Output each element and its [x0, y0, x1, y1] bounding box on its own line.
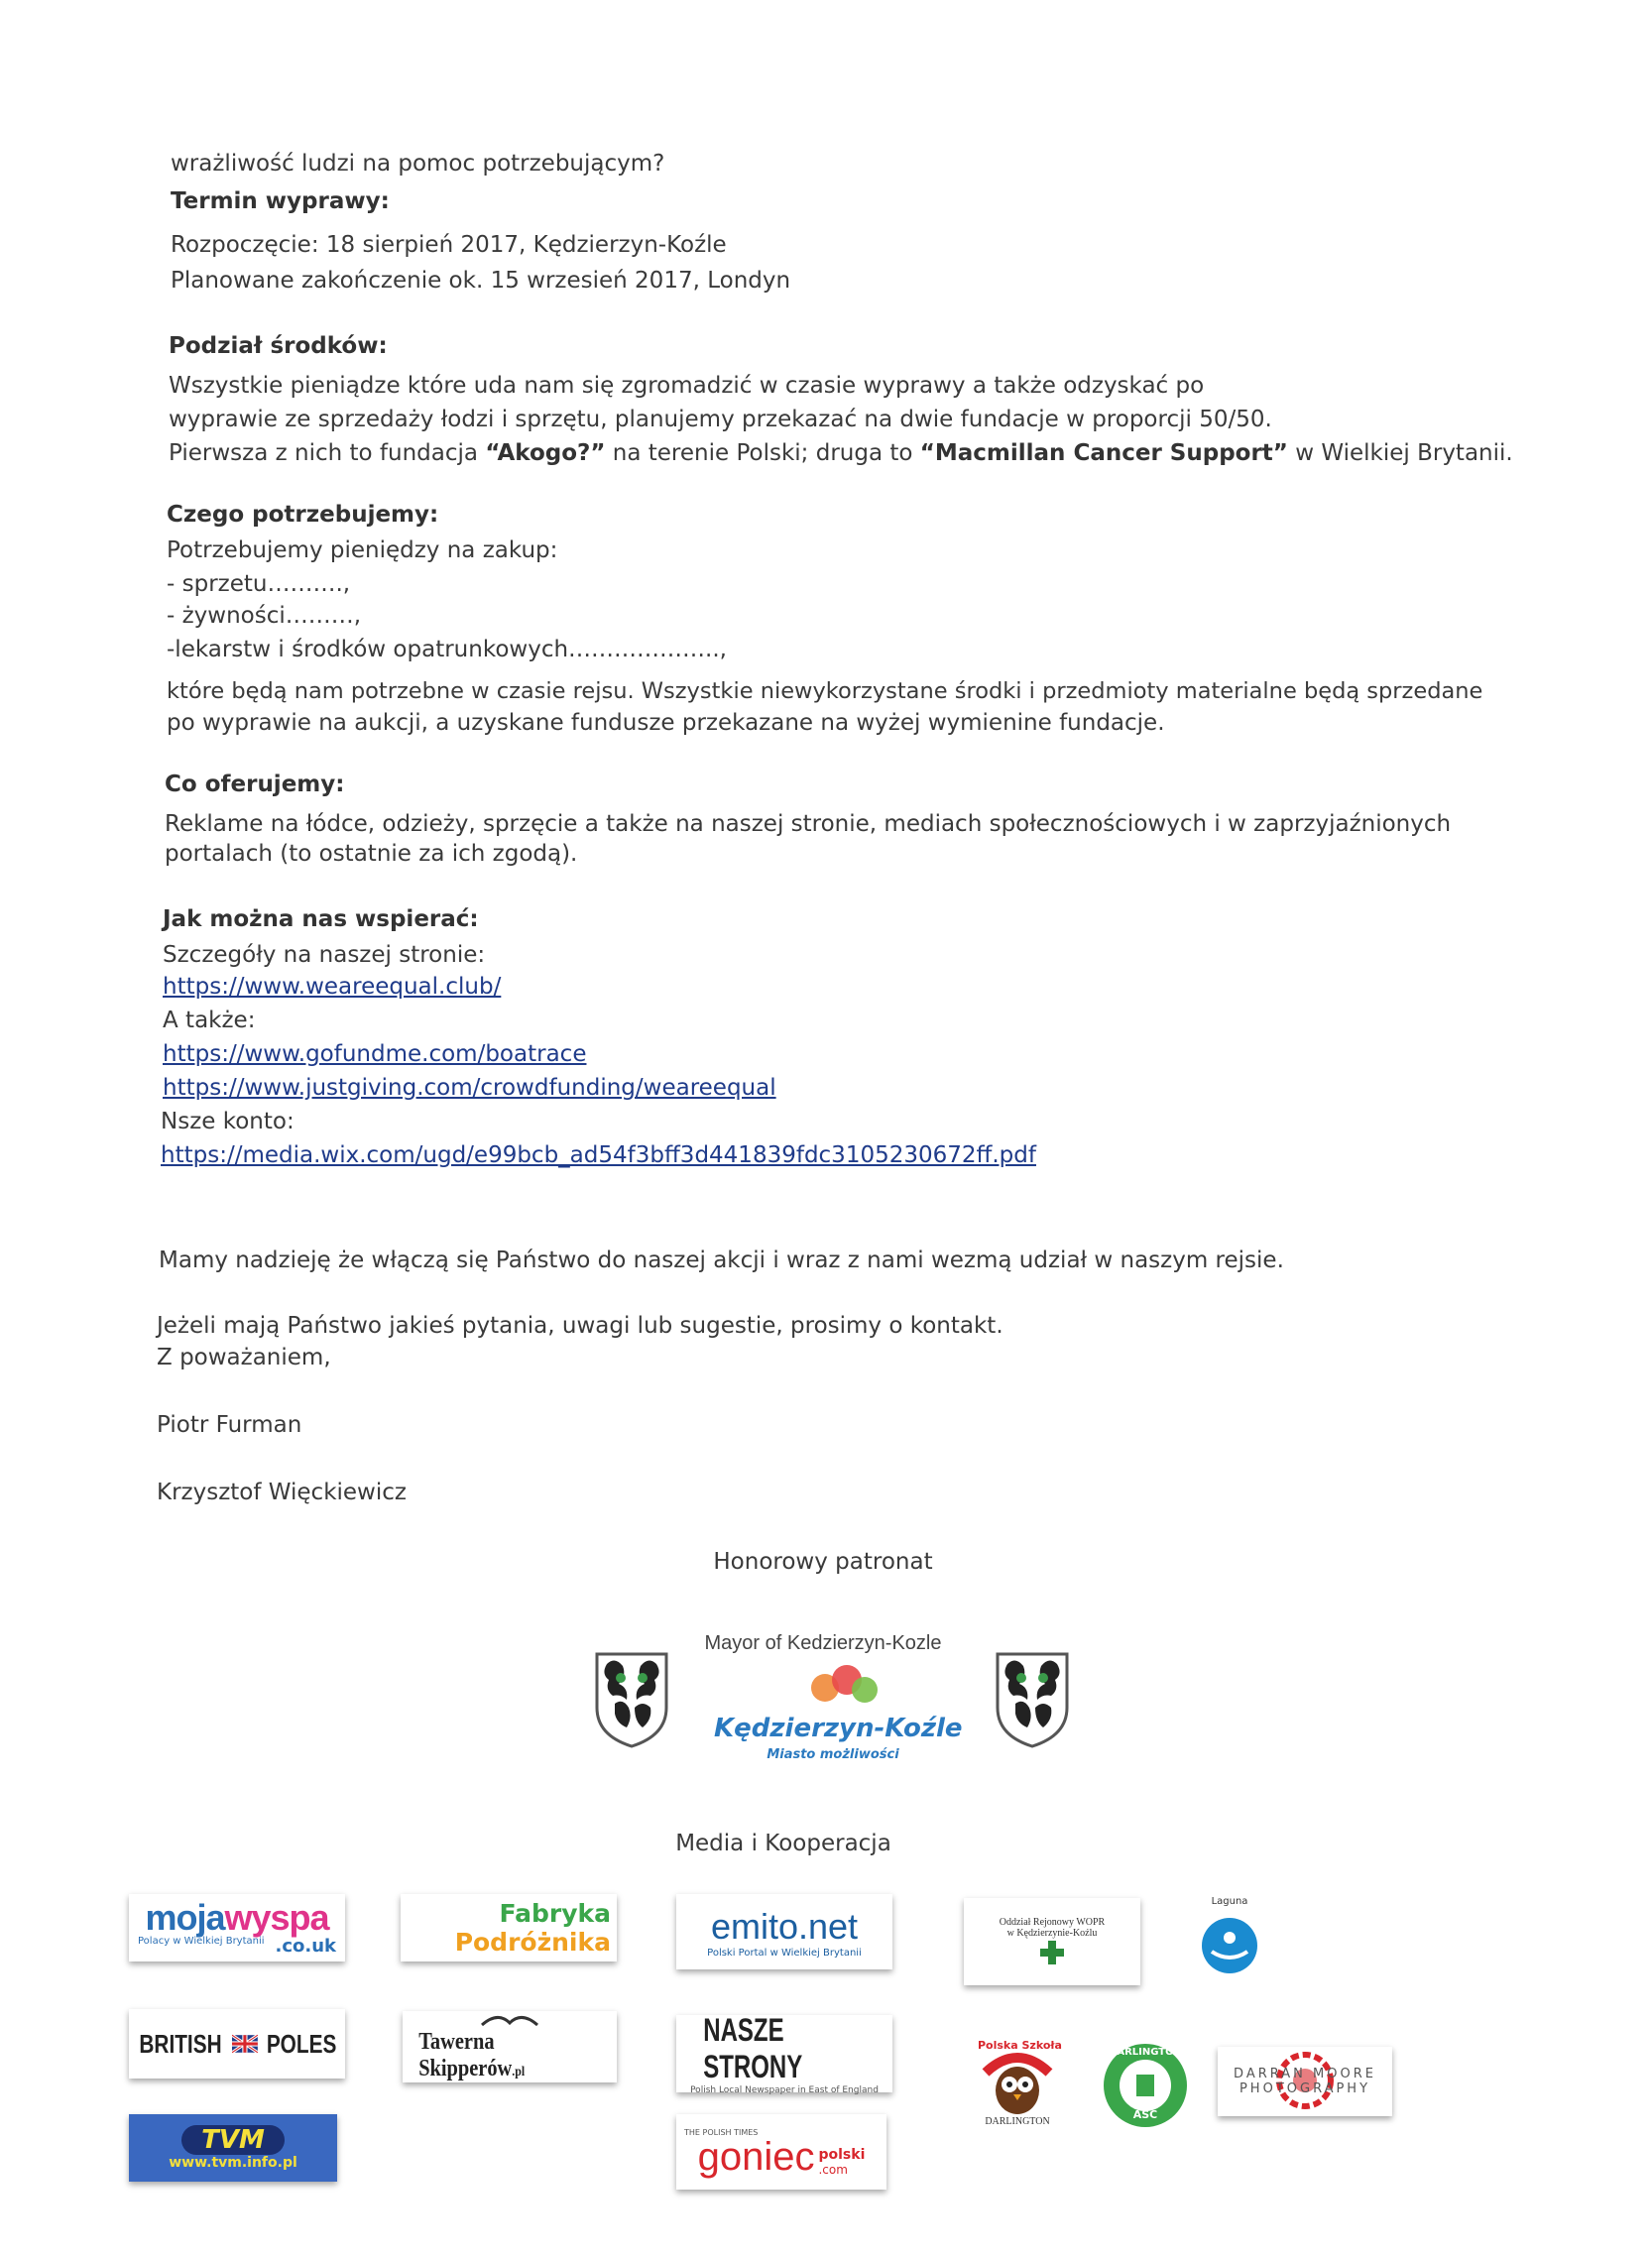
logo-tvm[interactable]	[129, 2114, 337, 2182]
tvm-url: www.tvm.info.pl	[169, 2155, 297, 2171]
mojawyspa-sub-text: Polacy w Wielkiej Brytanii	[138, 1935, 265, 1947]
link-weareequal[interactable]: https://www.weareequal.club/	[163, 974, 502, 1000]
british-word: BRITISH	[139, 2028, 222, 2059]
logo-polska-szkola-owl-icon[interactable]	[976, 2043, 1059, 2122]
laguna-label: Laguna	[1211, 1896, 1248, 1907]
text-line: Rozpoczęcie: 18 sierpień 2017, Kędzierzyn-Koźle	[171, 232, 727, 258]
city-tagline: Miasto możliwości	[767, 1747, 899, 1762]
logo-nasze-strony[interactable]	[676, 2012, 892, 2095]
text-line: - sprzetu……….,	[167, 571, 351, 597]
goniec-com: .com	[818, 2162, 848, 2177]
mojawyspa-wyspa: wyspa	[224, 1896, 329, 1938]
emito-wordmark: emito.net	[710, 1905, 859, 1947]
mayor-label: Mayor of Kedzierzyn-Kozle	[704, 1632, 942, 1654]
tawerna-wordmark	[418, 2029, 601, 2082]
darlington-sub: ASC	[1132, 2108, 1158, 2121]
nasze-sub: Polish Local Newspaper in East of England	[690, 2085, 879, 2095]
logo-fabryka-podroznika[interactable]	[401, 1894, 617, 1961]
tawerna-domain: .pl	[512, 2065, 526, 2080]
text-line: Nsze konto:	[161, 1109, 295, 1134]
seagull-icon	[480, 2011, 539, 2029]
coat-of-arms-left-icon	[593, 1650, 670, 1749]
city-logo-text: Kędzierzyn-Koźle	[714, 1714, 963, 1743]
text-line: wrażliwość ludzi na pomoc potrzebującym?	[171, 151, 665, 177]
nasze-wordmark: NASZE STRONY	[703, 2012, 803, 2084]
darran-line1: DARRAN MOORE	[1234, 2067, 1376, 2081]
text-span: w Wielkiej Brytanii.	[1287, 440, 1513, 466]
section-heading-jak: Jak można nas wspierać:	[163, 906, 479, 932]
city-balloons-icon	[807, 1662, 883, 1708]
mojawyspa-moja: moja	[145, 1896, 225, 1938]
text-line: -lekarstw i środków opatrunkowych………………..,	[167, 637, 727, 662]
goniec-polski: polski	[818, 2146, 866, 2163]
link-justgiving[interactable]: https://www.justgiving.com/crowdfunding/weareequal	[163, 1075, 776, 1101]
emito-sub: Polski Portal w Wielkiej Brytanii	[707, 1947, 862, 1959]
text-line	[169, 438, 1513, 468]
text-line: Potrzebujemy pieniędzy na zakup:	[167, 537, 558, 563]
logo-goniec[interactable]	[676, 2114, 886, 2190]
logo-darran-moore[interactable]	[1218, 2047, 1392, 2116]
signature-name: Piotr Furman	[157, 1412, 302, 1438]
mojawyspa-wordmark	[145, 1896, 329, 1938]
text-line: Wszystkie pieniądze które uda nam się zgromadzić w czasie wyprawy a także odzyskać po	[169, 373, 1205, 399]
logo-british-poles[interactable]	[129, 2009, 345, 2079]
text-span: na terenie Polski; druga to	[605, 440, 920, 466]
poles-word: POLES	[266, 2028, 337, 2059]
patronage-heading: Honorowy patronat	[713, 1549, 933, 1575]
section-heading-podzial: Podział środków:	[169, 333, 388, 359]
logo-laguna-icon[interactable]	[1190, 1904, 1269, 1983]
logo-tawerna-skipperow[interactable]	[403, 2011, 617, 2082]
foundation-macmillan: “Macmillan Cancer Support”	[919, 440, 1288, 466]
goniec-suffix	[818, 2147, 865, 2177]
section-heading-termin: Termin wyprawy:	[171, 188, 390, 214]
wopr-cross-icon	[1038, 1939, 1066, 1966]
wopr-line1: Oddział Rejonowy WOPR	[999, 1917, 1106, 1928]
text-span: Pierwsza z nich to fundacja	[169, 440, 486, 466]
darlington-label: DARLINGTON	[1109, 2047, 1182, 2058]
logo-mojawyspa[interactable]	[129, 1894, 345, 1961]
mojawyspa-sub	[138, 1936, 336, 1957]
link-bank-account-pdf[interactable]: https://media.wix.com/ugd/e99bcb_ad54f3bff3d441839fdc3105230672ff.pdf	[161, 1142, 1036, 1168]
logo-wopr[interactable]	[964, 1898, 1140, 1985]
text-line: portalach (to ostatnie za ich zgodą).	[165, 841, 578, 867]
polska-szkola-sub: DARLINGTON	[985, 2116, 1050, 2127]
text-line: Jeżeli mają Państwo jakieś pytania, uwagi lub sugestie, prosimy o kontakt.	[157, 1313, 1003, 1339]
tvm-wordmark: TVM	[181, 2125, 285, 2155]
tawerna-name: Tawerna Skipperów	[418, 2029, 513, 2081]
logo-emito[interactable]	[676, 1894, 892, 1969]
darran-line2: PHOTOGRAPHY	[1239, 2081, 1371, 2096]
foundation-akogo: “Akogo?”	[485, 440, 606, 466]
text-line: Planowane zakończenie ok. 15 wrzesień 2017, Londyn	[171, 268, 791, 294]
section-heading-co: Co oferujemy:	[165, 772, 345, 797]
signature-name: Krzysztof Więckiewicz	[157, 1480, 407, 1505]
mojawyspa-domain: .co.uk	[275, 1935, 336, 1957]
text-line: które będą nam potrzebne w czasie rejsu. Wszystkie niewykorzystane środki i przedmioty materialne będą sprzedane	[167, 678, 1483, 704]
text-line: po wyprawie na aukcji, a uzyskane fundusze przekazane na wyżej wymienine fundacje.	[167, 710, 1165, 736]
text-line: - żywności………,	[167, 603, 362, 629]
text-line: Szczegóły na naszej stronie:	[163, 942, 486, 968]
link-gofundme[interactable]: https://www.gofundme.com/boatrace	[163, 1041, 587, 1067]
coat-of-arms-right-icon	[994, 1650, 1071, 1749]
wopr-line2: w Kędzierzynie-Koźlu	[1006, 1928, 1098, 1939]
text-line: Mamy nadzieję że włączą się Państwo do naszej akcji i wraz z nami wezmą udział w naszym rejsie.	[159, 1248, 1284, 1273]
media-heading: Media i Kooperacja	[675, 1831, 891, 1856]
text-line: wyprawie ze sprzedaży łodzi i sprzętu, planujemy przekazać na dwie fundacje w proporcji 50/50.	[169, 407, 1272, 432]
polska-szkola-label: Polska Szkoła	[978, 2039, 1062, 2052]
text-line: A także:	[163, 1008, 256, 1033]
goniec-word: goniec	[697, 2134, 815, 2179]
goniec-top: THE POLISH TIMES	[684, 2127, 759, 2137]
section-heading-czego: Czego potrzebujemy:	[167, 502, 439, 528]
text-line: Reklame na łódce, odzieży, sprzęcie a także na naszej stronie, mediach społecznościowych i w zaprzyjaźnionych	[165, 811, 1452, 837]
goniec-wordmark	[697, 2134, 866, 2179]
podroznika-word: Podróżnika	[454, 1928, 611, 1957]
fabryka-word: Fabryka	[499, 1899, 611, 1928]
text-line: Z poważaniem,	[157, 1345, 331, 1370]
uk-poland-flag-icon	[232, 2027, 258, 2061]
